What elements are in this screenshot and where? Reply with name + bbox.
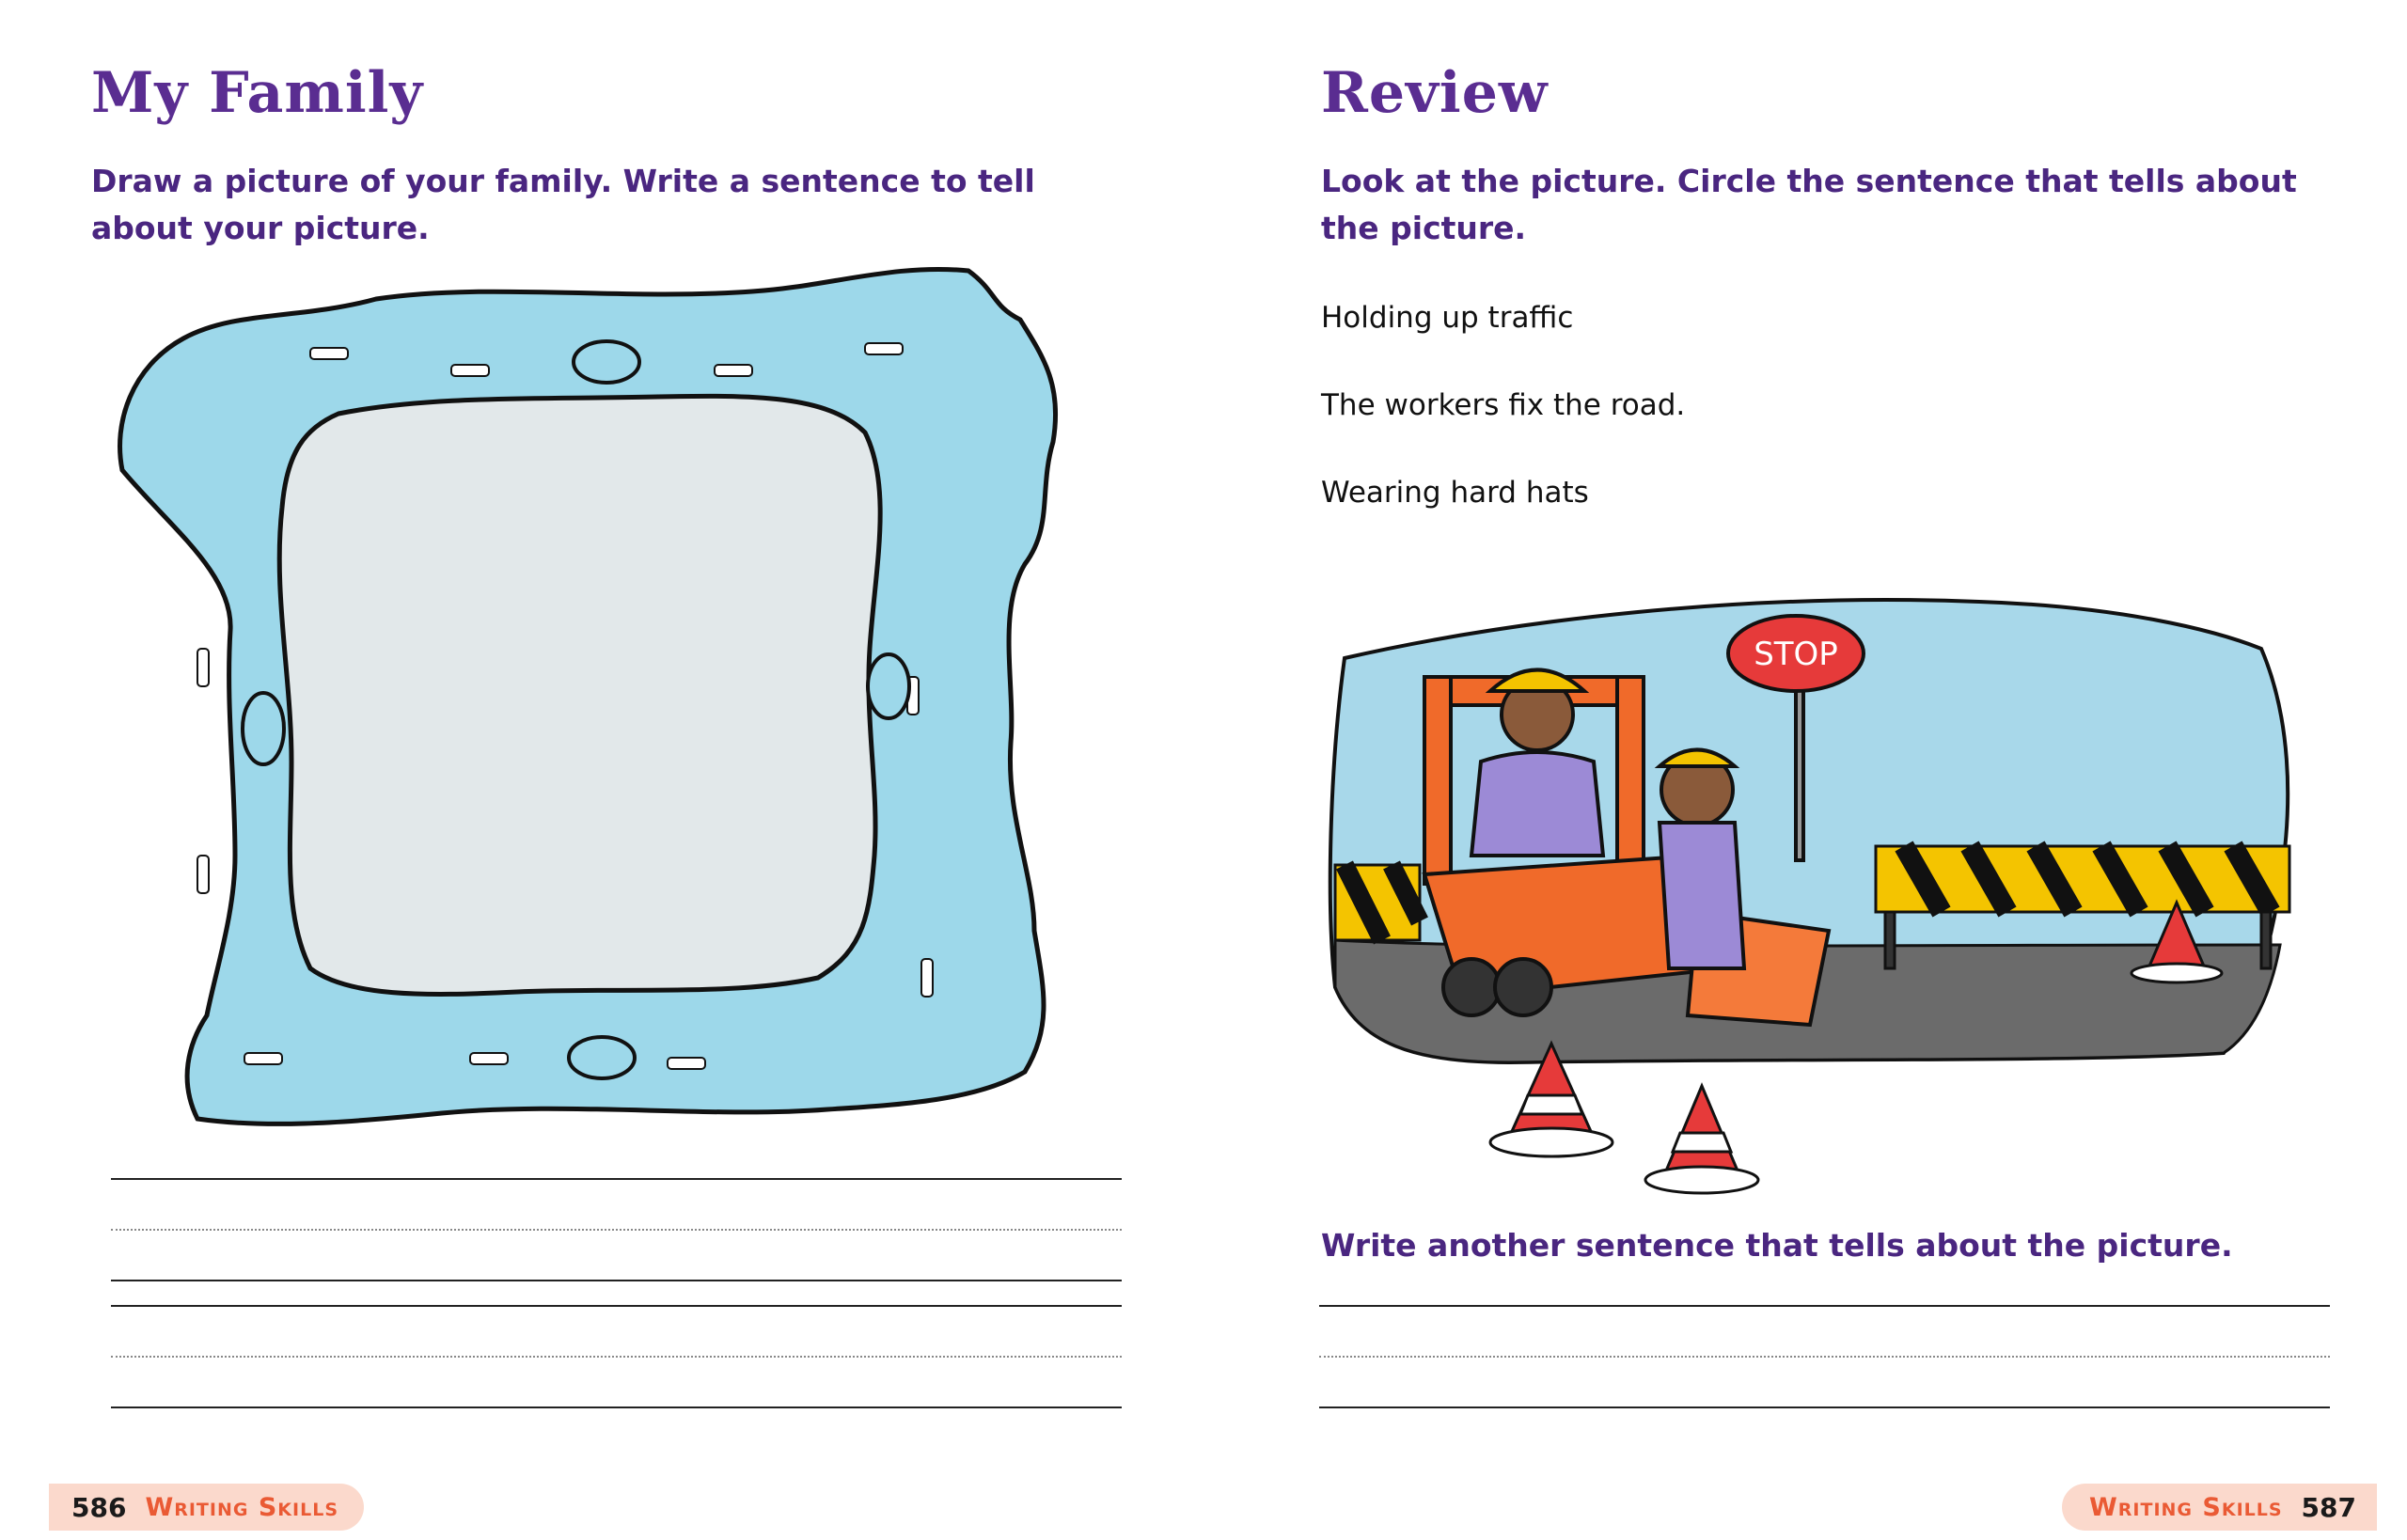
writing-line[interactable] xyxy=(1319,1305,2330,1307)
writing-line-guide xyxy=(111,1356,1122,1358)
page-footer xyxy=(2062,1484,2377,1531)
prompt: Write another sentence that tells about the picture. xyxy=(1321,1227,2233,1264)
page-number: 587 xyxy=(2301,1491,2356,1523)
writing-line-guide xyxy=(111,1229,1122,1231)
writing-line-guide xyxy=(1319,1356,2330,1358)
writing-line[interactable] xyxy=(111,1305,1122,1307)
page-title: Review xyxy=(1321,60,1549,126)
writing-line[interactable] xyxy=(111,1406,1122,1408)
writing-line[interactable] xyxy=(1319,1406,2330,1408)
instructions: Draw a picture of your family. Write a sentence to tell about your picture. xyxy=(91,163,1035,246)
right-page xyxy=(1204,0,2407,1540)
answer-option[interactable]: Holding up traffic xyxy=(1321,301,1574,335)
writing-line[interactable] xyxy=(111,1178,1122,1180)
section-label: Writing Skills xyxy=(2089,1492,2283,1522)
road-workers-illustration xyxy=(1321,574,2308,1203)
page-footer xyxy=(49,1484,364,1531)
answer-option[interactable]: Wearing hard hats xyxy=(1321,476,1589,510)
stop-sign-text: STOP xyxy=(1754,636,1838,673)
section-label: Writing Skills xyxy=(145,1492,338,1522)
page-number: 586 xyxy=(71,1491,127,1523)
picture-frame-illustration xyxy=(94,254,1081,1156)
instructions: Look at the picture. Circle the sentence that tells about the picture. xyxy=(1321,163,2297,246)
writing-line[interactable] xyxy=(111,1280,1122,1281)
page-title: My Family xyxy=(91,60,424,126)
answer-option[interactable]: The workers fix the road. xyxy=(1321,388,1686,422)
